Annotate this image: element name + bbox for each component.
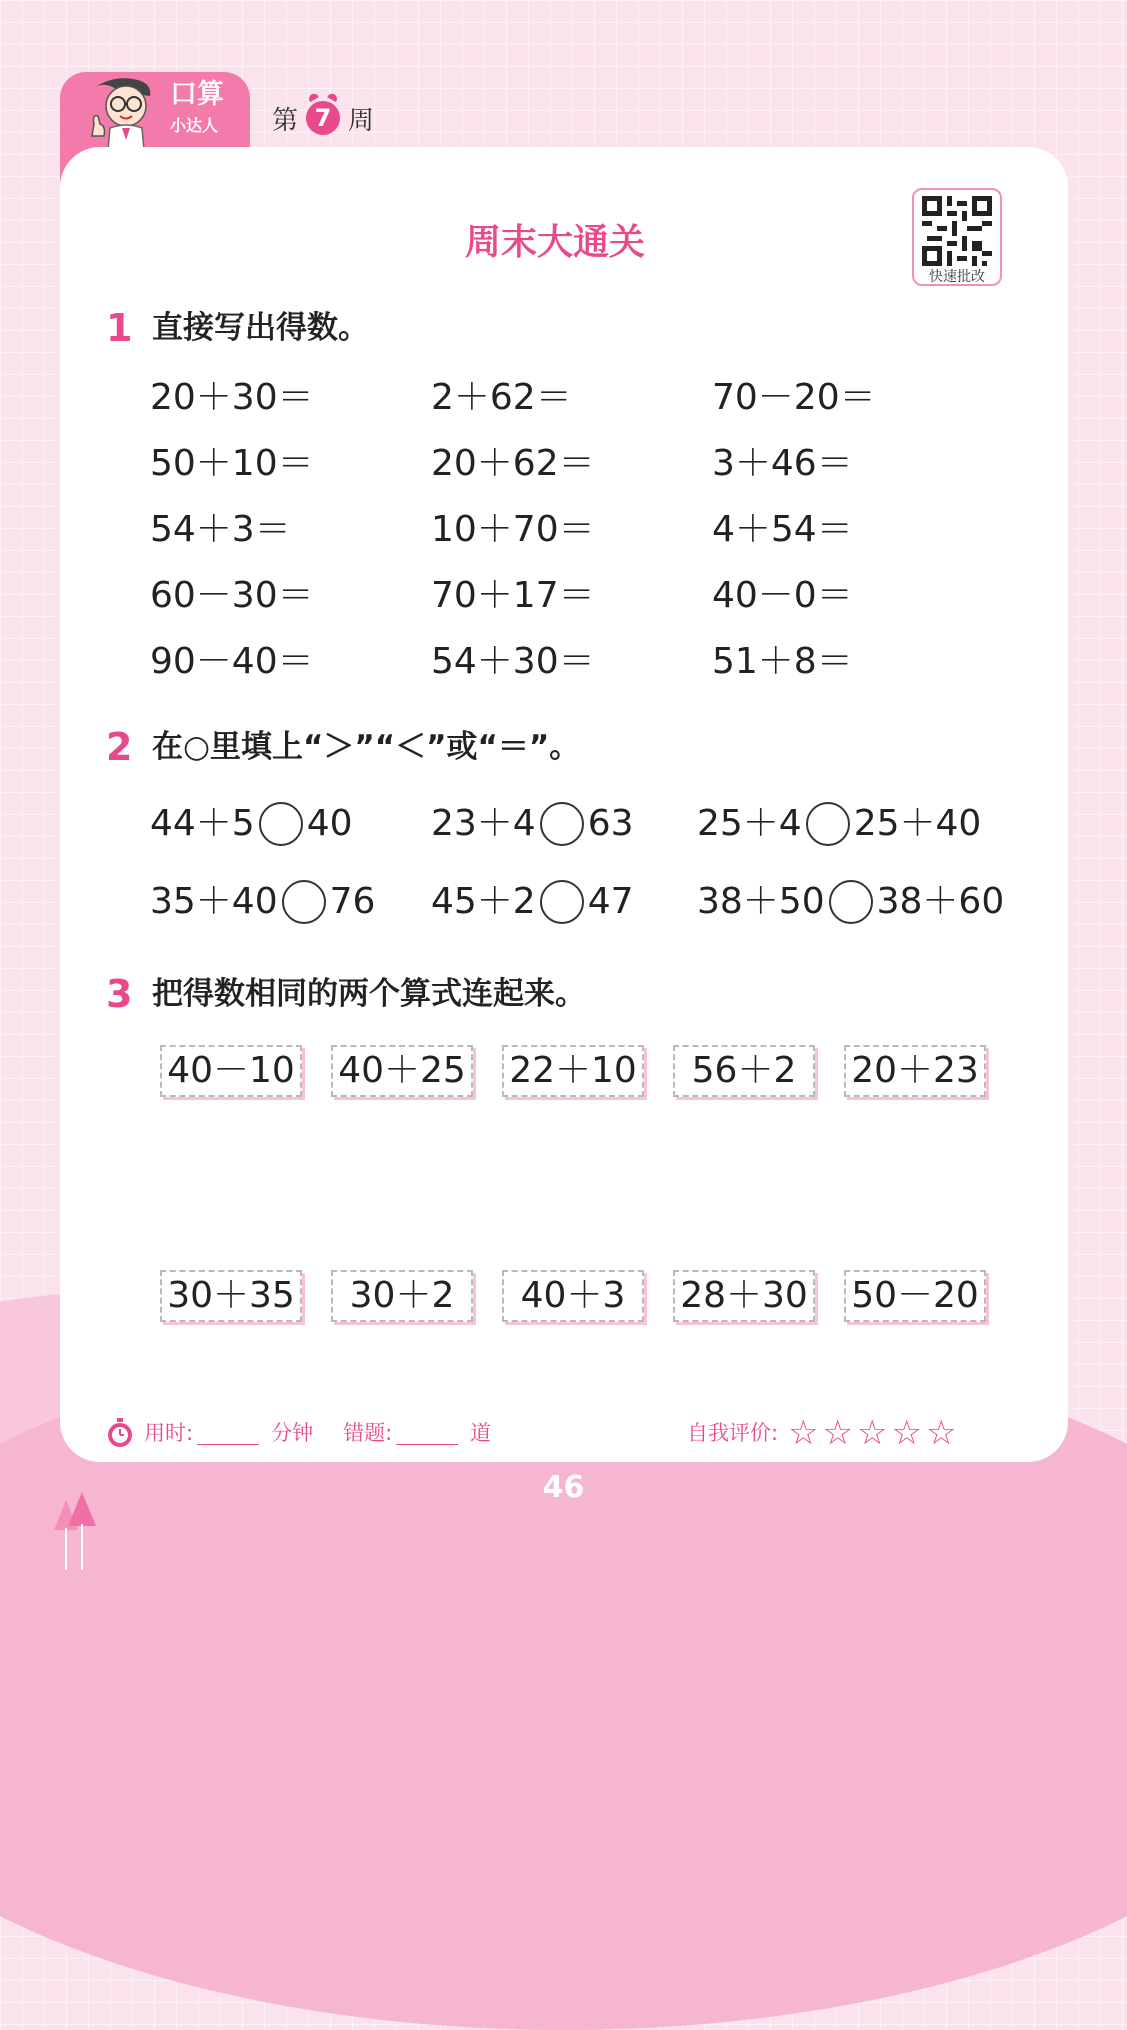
section-3-prompt: 把得数相同的两个算式连起来。: [152, 976, 586, 1012]
answer-circle[interactable]: [540, 880, 584, 924]
calc-expression[interactable]: 51＋8＝: [712, 641, 853, 682]
section-1-number: 1: [106, 306, 133, 350]
section-3-number: 3: [106, 972, 133, 1016]
time-input[interactable]: [197, 1422, 259, 1445]
calc-expression[interactable]: 70＋17＝: [431, 575, 595, 616]
page-number: 46: [542, 1470, 585, 1505]
comparison-item: [150, 800, 353, 848]
week-suffix: 周: [348, 105, 375, 136]
comparison-item: [150, 878, 375, 926]
comparison-left: 45＋2: [431, 881, 536, 922]
comparison-left: 23＋4: [431, 803, 536, 844]
errors-unit: 道: [470, 1421, 492, 1445]
comparison-item: [697, 878, 1004, 926]
match-box-top[interactable]: 20＋23: [844, 1045, 986, 1097]
answer-circle[interactable]: [259, 802, 303, 846]
calc-expression[interactable]: 10＋70＝: [431, 509, 595, 550]
match-box-top[interactable]: 56＋2: [673, 1045, 815, 1097]
calc-expression[interactable]: 20＋30＝: [150, 377, 314, 418]
comparison-left: 25＋4: [697, 803, 802, 844]
errors-label: 错题:: [343, 1421, 393, 1445]
comparison-right: 38＋60: [876, 881, 1005, 922]
week-number-badge: 7: [306, 101, 340, 135]
errors-input[interactable]: [396, 1422, 458, 1445]
calc-expression[interactable]: 20＋62＝: [431, 443, 595, 484]
time-unit: 分钟: [271, 1421, 314, 1445]
comparison-right: 47: [587, 881, 634, 922]
match-box-bottom[interactable]: 30＋35: [160, 1270, 302, 1322]
answer-circle[interactable]: [829, 880, 873, 924]
comparison-right: 40: [306, 803, 353, 844]
qr-code[interactable]: [912, 188, 1002, 286]
section-2-prompt: 在○里填上“＞”“＜”或“＝”。: [152, 729, 581, 765]
page-title: 周末大通关: [464, 222, 645, 263]
calc-expression[interactable]: 90－40＝: [150, 641, 314, 682]
footer-rating: [687, 1413, 961, 1453]
calc-expression[interactable]: 54＋3＝: [150, 509, 291, 550]
section-2-number: 2: [106, 725, 133, 769]
calc-expression[interactable]: 40－0＝: [712, 575, 853, 616]
section-1-prompt: 直接写出得数。: [152, 310, 369, 346]
tab-title: 口算: [170, 79, 224, 110]
rating-stars[interactable]: ☆☆☆☆☆: [788, 1413, 961, 1453]
comparison-item: [431, 878, 634, 926]
match-box-bottom[interactable]: 50－20: [844, 1270, 986, 1322]
qr-code-icon: [922, 196, 992, 266]
rating-label: 自我评价:: [687, 1421, 779, 1445]
mascot-icon: [80, 74, 170, 150]
comparison-right: 63: [587, 803, 634, 844]
answer-circle[interactable]: [282, 880, 326, 924]
comparison-right: 25＋40: [853, 803, 982, 844]
tab-subtitle: 小达人: [170, 116, 219, 135]
match-box-bottom[interactable]: 30＋2: [331, 1270, 473, 1322]
stopwatch-icon: [106, 1418, 134, 1448]
comparison-right: 76: [329, 881, 376, 922]
time-label: 用时:: [144, 1421, 194, 1445]
tree-icon: [52, 1490, 102, 1570]
week-label: [272, 96, 374, 140]
week-prefix: 第: [272, 105, 299, 136]
comparison-left: 38＋50: [697, 881, 825, 922]
match-box-top[interactable]: 22＋10: [502, 1045, 644, 1097]
calc-expression[interactable]: 3＋46＝: [712, 443, 853, 484]
calc-expression[interactable]: 60－30＝: [150, 575, 314, 616]
calc-expression[interactable]: 2＋62＝: [431, 377, 572, 418]
calc-expression[interactable]: 54＋30＝: [431, 641, 595, 682]
comparison-left: 44＋5: [150, 803, 255, 844]
match-box-bottom[interactable]: 40＋3: [502, 1270, 644, 1322]
comparison-item: [431, 800, 634, 848]
calc-expression[interactable]: 4＋54＝: [712, 509, 853, 550]
calc-expression[interactable]: 70－20＝: [712, 377, 876, 418]
answer-circle[interactable]: [540, 802, 584, 846]
qr-label: 快速批改: [929, 269, 985, 285]
comparison-left: 35＋40: [150, 881, 278, 922]
match-box-bottom[interactable]: 28＋30: [673, 1270, 815, 1322]
footer-time: [106, 1418, 491, 1448]
answer-circle[interactable]: [806, 802, 850, 846]
comparison-item: [697, 800, 981, 848]
calc-expression[interactable]: 50＋10＝: [150, 443, 314, 484]
match-box-top[interactable]: 40＋25: [331, 1045, 473, 1097]
match-box-top[interactable]: 40－10: [160, 1045, 302, 1097]
